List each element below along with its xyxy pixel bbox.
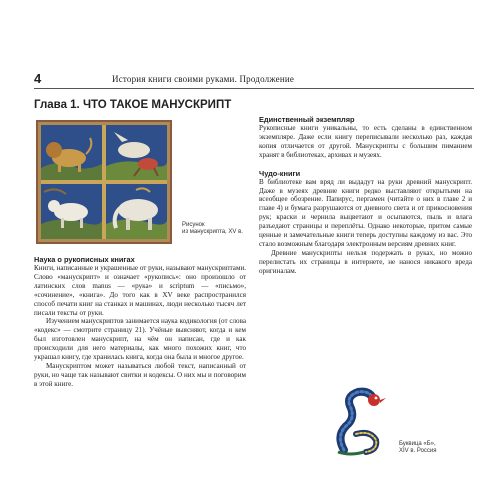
chapter-title: Глава 1. ЧТО ТАКОЕ МАНУСКРИПТ xyxy=(34,99,232,111)
section-title-miracle-books: Чудо-книги xyxy=(259,168,301,178)
panel-elephant xyxy=(106,184,167,239)
panel-birds xyxy=(106,125,167,180)
paragraph: Книги, написанные и украшенные от руки, называют манускриптами. Слово «манускрипт» и означает «рукопись»: оно произошло от латинских слов manus — «рука» и scriptum — «письмо», «сочинение», «книга». До того как в XV веке распространился способ печати книг на станках и машинах, люди несколько тысяч лет писали тексты от руки. xyxy=(34,264,247,317)
left-column xyxy=(34,255,246,389)
running-title: История книги своими руками. Продолжение xyxy=(112,74,295,84)
paragraph: Древние манускрипты нельзя подержать в руках, но можно перелистать их страницы в интернете, не нанося никакого вреда оригиналам. xyxy=(259,248,472,275)
panel-sheep xyxy=(41,184,102,239)
paragraph: Рукописные книги уникальны, то есть сделаны в единственном экземпляре. Даже если книгу переписывали несколько раз, каждая копия отличается от другой. Манускрипты с большим пиманием хранят в библиотеках, архивах и музеях. xyxy=(259,124,472,159)
section-title-unique: Единственный экземпляр xyxy=(259,115,355,124)
paragraph: Манускриптом может называться любой текст, написанный от руки, но чаще так называют свитки и кодексы. О них мы и поговорим в этой книге. xyxy=(34,361,246,388)
right-column xyxy=(259,115,472,276)
paragraph: В библиотеке вам вряд ли выдадут на руки древний манускрипт. Даже в музеях древние книги редко выставляют открытыми на всеобщее обозрение. Папирус, пергамен (читайте о них в главе 2 и главе 4) и бумага разрушаются от дневного света и от прикосновения рук; краски и чернила выцветают и осыпаются, пыль и влага разъедают страницы и переплёты. Однако некоторые, притом самые ценные и замечательные книги теперь доступны каждому из вас. Это стало возможным благодаря электронным версиям древних книг. xyxy=(259,177,472,248)
miniature-illustration xyxy=(36,120,172,244)
section-title-codicology: Наука о рукописных книгах xyxy=(34,255,135,264)
miniature-caption: Рисунок из манускрипта, XV в. xyxy=(182,222,243,235)
panel-lion xyxy=(41,125,102,180)
paragraph: Изучением манускриптов занимается наука кодикология (от слова «кодекс» — смотрите страницу 21). Учёные выясняют, когда и кем был изготовлен манускрипт, на чём он написан, где и как происходили для него материалы, как много похожих книг, что украшал книгу, где хранилась книга, когда она была и многое другое. xyxy=(34,317,246,362)
letter-caption: Буквица «Б», XIV в. Россия xyxy=(399,441,437,454)
header-rule xyxy=(34,88,474,89)
page-number: 4 xyxy=(34,71,42,86)
illuminated-letter-image xyxy=(330,386,388,458)
